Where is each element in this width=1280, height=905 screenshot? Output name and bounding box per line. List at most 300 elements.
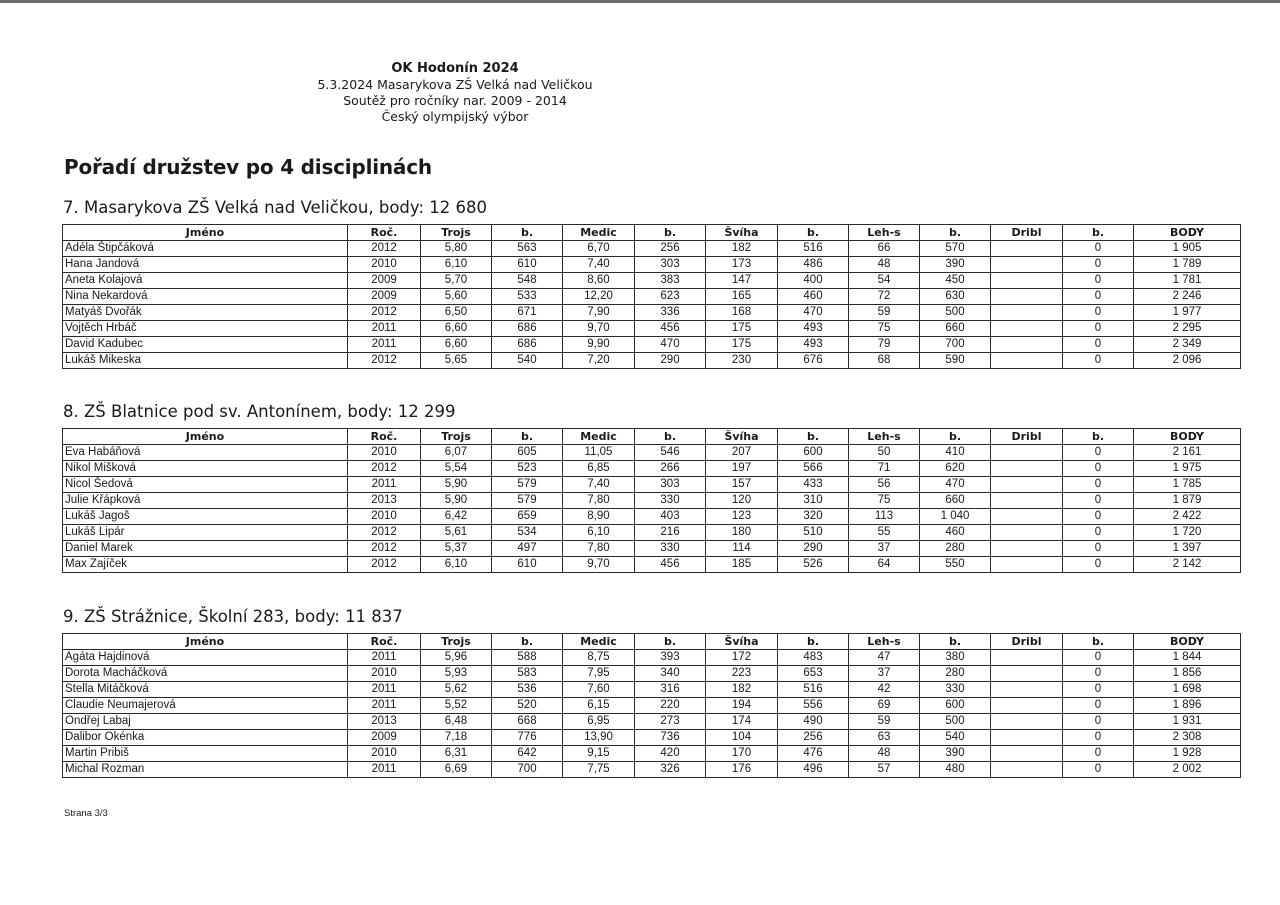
table-cell: 13,90 <box>563 730 635 746</box>
table-cell: 550 <box>920 557 991 573</box>
table-cell <box>991 477 1063 493</box>
table-cell: 410 <box>920 445 991 461</box>
table-cell: 1 698 <box>1134 682 1241 698</box>
table-cell: 8,90 <box>563 509 635 525</box>
table-cell: 566 <box>778 461 849 477</box>
competitor-name: Matyáš Dvořák <box>63 305 348 321</box>
table-cell: 420 <box>635 746 706 762</box>
competitor-name: Claudie Neumajerová <box>63 698 348 714</box>
table-cell: 47 <box>849 650 920 666</box>
competitor-name: Vojtěch Hrbáč <box>63 321 348 337</box>
table-cell: 588 <box>492 650 563 666</box>
table-cell: 1 785 <box>1134 477 1241 493</box>
competitor-name: Ondřej Labaj <box>63 714 348 730</box>
column-header: b. <box>635 429 706 445</box>
table-cell: 1 397 <box>1134 541 1241 557</box>
table-row <box>63 337 1241 353</box>
competitor-name: Michal Rozman <box>63 762 348 778</box>
table-cell: 170 <box>706 746 778 762</box>
table-cell: 0 <box>1063 698 1134 714</box>
table-cell: 1 977 <box>1134 305 1241 321</box>
table-cell: 600 <box>920 698 991 714</box>
table-cell: 0 <box>1063 557 1134 573</box>
table-cell: 176 <box>706 762 778 778</box>
table-cell: 59 <box>849 305 920 321</box>
column-header: Jméno <box>63 225 348 241</box>
table-cell <box>991 525 1063 541</box>
table-cell: 2010 <box>348 257 421 273</box>
table-cell: 1 844 <box>1134 650 1241 666</box>
table-cell: 556 <box>778 698 849 714</box>
table-cell: 5,54 <box>421 461 492 477</box>
table-cell: 147 <box>706 273 778 289</box>
table-cell <box>991 650 1063 666</box>
competitor-name: David Kadubec <box>63 337 348 353</box>
column-header: BODY <box>1134 225 1241 241</box>
table-cell: 6,10 <box>563 525 635 541</box>
table-cell: 470 <box>635 337 706 353</box>
page-number: Strana 3/3 <box>64 808 108 819</box>
table-cell: 172 <box>706 650 778 666</box>
table-cell: 0 <box>1063 666 1134 682</box>
competitor-name: Lukáš Mikeska <box>63 353 348 369</box>
column-header: Jméno <box>63 429 348 445</box>
competitor-name: Aneta Kolajová <box>63 273 348 289</box>
column-header: Trojs <box>421 225 492 241</box>
column-header: b. <box>778 429 849 445</box>
table-cell: 480 <box>920 762 991 778</box>
table-cell: 2 142 <box>1134 557 1241 573</box>
table-cell <box>991 682 1063 698</box>
table-cell: 776 <box>492 730 563 746</box>
competitor-name: Lukáš Lipár <box>63 525 348 541</box>
table-cell: 686 <box>492 337 563 353</box>
table-cell: 174 <box>706 714 778 730</box>
table-cell: 2010 <box>348 746 421 762</box>
table-row <box>63 666 1241 682</box>
table-cell: 600 <box>778 445 849 461</box>
table-cell <box>991 257 1063 273</box>
table-cell: 2009 <box>348 273 421 289</box>
table-cell: 6,50 <box>421 305 492 321</box>
table-cell: 290 <box>635 353 706 369</box>
table-cell: 0 <box>1063 762 1134 778</box>
table-cell: 0 <box>1063 477 1134 493</box>
table-cell: 79 <box>849 337 920 353</box>
table-cell: 2012 <box>348 525 421 541</box>
table-cell: 1 856 <box>1134 666 1241 682</box>
table-cell: 2011 <box>348 650 421 666</box>
table-cell: 540 <box>492 353 563 369</box>
table-cell: 326 <box>635 762 706 778</box>
table-cell: 290 <box>778 541 849 557</box>
table-cell: 8,75 <box>563 650 635 666</box>
table-cell: 180 <box>706 525 778 541</box>
table-header-row <box>63 225 1241 241</box>
table-cell: 50 <box>849 445 920 461</box>
column-header: Leh-s <box>849 634 920 650</box>
table-cell: 7,18 <box>421 730 492 746</box>
table-cell: 460 <box>920 525 991 541</box>
table-cell: 2 295 <box>1134 321 1241 337</box>
table-row <box>63 746 1241 762</box>
table-cell: 493 <box>778 321 849 337</box>
table-row <box>63 698 1241 714</box>
table-cell: 653 <box>778 666 849 682</box>
table-cell: 2012 <box>348 557 421 573</box>
table-cell: 9,15 <box>563 746 635 762</box>
table-cell: 470 <box>778 305 849 321</box>
table-cell: 5,60 <box>421 289 492 305</box>
table-cell: 2012 <box>348 241 421 257</box>
table-cell: 7,40 <box>563 257 635 273</box>
table-cell: 0 <box>1063 337 1134 353</box>
table-cell: 400 <box>778 273 849 289</box>
column-header: b. <box>920 225 991 241</box>
table-row <box>63 321 1241 337</box>
table-cell: 9,70 <box>563 557 635 573</box>
table-row <box>63 305 1241 321</box>
column-header: Trojs <box>421 429 492 445</box>
table-cell: 2011 <box>348 762 421 778</box>
table-cell: 175 <box>706 337 778 353</box>
table-cell: 516 <box>778 241 849 257</box>
table-cell: 5,37 <box>421 541 492 557</box>
table-cell: 2012 <box>348 305 421 321</box>
table-cell: 1 928 <box>1134 746 1241 762</box>
column-header: Medic <box>563 429 635 445</box>
competitor-name: Nicol Šedová <box>63 477 348 493</box>
table-cell: 6,07 <box>421 445 492 461</box>
table-cell: 113 <box>849 509 920 525</box>
table-cell: 2009 <box>348 289 421 305</box>
table-cell: 7,80 <box>563 541 635 557</box>
table-cell: 533 <box>492 289 563 305</box>
table-cell: 0 <box>1063 353 1134 369</box>
column-header: b. <box>492 634 563 650</box>
table-cell: 273 <box>635 714 706 730</box>
table-cell: 579 <box>492 477 563 493</box>
table-row <box>63 650 1241 666</box>
table-cell: 460 <box>778 289 849 305</box>
table-cell: 2013 <box>348 493 421 509</box>
table-cell: 5,80 <box>421 241 492 257</box>
table-cell: 157 <box>706 477 778 493</box>
table-cell: 230 <box>706 353 778 369</box>
table-cell: 1 931 <box>1134 714 1241 730</box>
table-cell: 256 <box>778 730 849 746</box>
table-cell: 2 002 <box>1134 762 1241 778</box>
table-cell: 5,90 <box>421 493 492 509</box>
table-cell: 330 <box>635 541 706 557</box>
competition-title: OK Hodonín 2024 <box>391 61 519 76</box>
team-results-table <box>62 224 1241 369</box>
table-cell: 1 720 <box>1134 525 1241 541</box>
table-cell: 0 <box>1063 730 1134 746</box>
competitor-name: Nina Nekardová <box>63 289 348 305</box>
team-title: 7. Masarykova ZŠ Velká nad Veličkou, body: 12 680 <box>63 198 487 217</box>
column-header: Leh-s <box>849 429 920 445</box>
table-cell: 5,52 <box>421 698 492 714</box>
table-cell <box>991 493 1063 509</box>
table-cell: 433 <box>778 477 849 493</box>
table-cell: 2 349 <box>1134 337 1241 353</box>
table-cell: 7,40 <box>563 477 635 493</box>
table-cell: 48 <box>849 746 920 762</box>
table-cell: 0 <box>1063 650 1134 666</box>
table-cell: 9,90 <box>563 337 635 353</box>
table-cell: 75 <box>849 493 920 509</box>
table-row <box>63 273 1241 289</box>
table-cell: 523 <box>492 461 563 477</box>
table-cell: 605 <box>492 445 563 461</box>
table-cell: 75 <box>849 321 920 337</box>
table-cell: 330 <box>635 493 706 509</box>
table-row <box>63 762 1241 778</box>
table-header-row <box>63 634 1241 650</box>
table-cell: 6,95 <box>563 714 635 730</box>
table-cell: 5,61 <box>421 525 492 541</box>
table-row <box>63 541 1241 557</box>
table-cell <box>991 509 1063 525</box>
table-cell: 510 <box>778 525 849 541</box>
column-header: b. <box>492 429 563 445</box>
table-cell: 310 <box>778 493 849 509</box>
table-cell: 72 <box>849 289 920 305</box>
table-cell: 2 246 <box>1134 289 1241 305</box>
competitor-name: Daniel Marek <box>63 541 348 557</box>
table-cell: 6,70 <box>563 241 635 257</box>
table-cell: 671 <box>492 305 563 321</box>
column-header: b. <box>492 225 563 241</box>
table-cell: 197 <box>706 461 778 477</box>
table-cell: 536 <box>492 682 563 698</box>
table-cell: 563 <box>492 241 563 257</box>
competitor-name: Stella Mitáčková <box>63 682 348 698</box>
column-header: Medic <box>563 634 635 650</box>
table-cell: 0 <box>1063 682 1134 698</box>
table-cell: 490 <box>778 714 849 730</box>
table-cell: 2011 <box>348 477 421 493</box>
table-cell: 383 <box>635 273 706 289</box>
table-cell: 1 789 <box>1134 257 1241 273</box>
table-cell: 280 <box>920 666 991 682</box>
table-cell <box>991 557 1063 573</box>
table-cell: 336 <box>635 305 706 321</box>
table-cell: 37 <box>849 541 920 557</box>
table-cell: 42 <box>849 682 920 698</box>
team-results-table <box>62 428 1241 573</box>
table-cell: 55 <box>849 525 920 541</box>
column-header: b. <box>635 225 706 241</box>
column-header: Jméno <box>63 634 348 650</box>
table-cell <box>991 445 1063 461</box>
table-row <box>63 714 1241 730</box>
table-cell: 450 <box>920 273 991 289</box>
team-title: 9. ZŠ Strážnice, Školní 283, body: 11 837 <box>63 607 403 626</box>
competitor-name: Nikol Mišková <box>63 461 348 477</box>
table-cell: 165 <box>706 289 778 305</box>
table-cell <box>991 273 1063 289</box>
table-cell: 380 <box>920 650 991 666</box>
table-cell: 320 <box>778 509 849 525</box>
organizer: Český olympijský výbor <box>381 109 529 124</box>
team-title: 8. ZŠ Blatnice pod sv. Antonínem, body: 12 299 <box>63 402 456 421</box>
competitor-name: Julie Křápková <box>63 493 348 509</box>
table-cell: 123 <box>706 509 778 525</box>
table-cell: 590 <box>920 353 991 369</box>
table-cell: 1 879 <box>1134 493 1241 509</box>
table-cell <box>991 762 1063 778</box>
table-cell: 570 <box>920 241 991 257</box>
competitor-name: Agáta Hajdinová <box>63 650 348 666</box>
table-cell <box>991 337 1063 353</box>
table-cell: 330 <box>920 682 991 698</box>
table-cell: 470 <box>920 477 991 493</box>
table-cell: 0 <box>1063 461 1134 477</box>
table-cell: 2011 <box>348 698 421 714</box>
table-cell: 516 <box>778 682 849 698</box>
table-cell: 6,42 <box>421 509 492 525</box>
column-header: Švíha <box>706 429 778 445</box>
team-results-table <box>62 633 1241 778</box>
table-cell: 6,31 <box>421 746 492 762</box>
table-cell: 393 <box>635 650 706 666</box>
event-date-venue: 5.3.2024 Masarykova ZŠ Velká nad Veličkou <box>317 77 593 92</box>
table-row <box>63 525 1241 541</box>
table-cell: 7,80 <box>563 493 635 509</box>
competitor-name: Dalibor Okénka <box>63 730 348 746</box>
column-header: Trojs <box>421 634 492 650</box>
table-cell: 2011 <box>348 682 421 698</box>
table-cell: 736 <box>635 730 706 746</box>
table-cell: 104 <box>706 730 778 746</box>
table-cell: 11,05 <box>563 445 635 461</box>
table-row <box>63 241 1241 257</box>
table-cell: 7,90 <box>563 305 635 321</box>
table-cell: 12,20 <box>563 289 635 305</box>
column-header: b. <box>635 634 706 650</box>
table-cell: 0 <box>1063 305 1134 321</box>
table-cell: 0 <box>1063 321 1134 337</box>
document-header <box>260 60 650 125</box>
table-cell: 1 896 <box>1134 698 1241 714</box>
table-cell: 57 <box>849 762 920 778</box>
table-cell: 114 <box>706 541 778 557</box>
table-cell: 546 <box>635 445 706 461</box>
table-row <box>63 353 1241 369</box>
table-cell: 68 <box>849 353 920 369</box>
table-cell: 660 <box>920 321 991 337</box>
table-cell: 0 <box>1063 289 1134 305</box>
table-cell: 2012 <box>348 353 421 369</box>
table-cell: 173 <box>706 257 778 273</box>
table-cell: 1 905 <box>1134 241 1241 257</box>
table-cell: 0 <box>1063 714 1134 730</box>
table-cell: 534 <box>492 525 563 541</box>
table-cell: 59 <box>849 714 920 730</box>
table-cell: 5,62 <box>421 682 492 698</box>
table-cell: 2011 <box>348 337 421 353</box>
table-cell: 1 040 <box>920 509 991 525</box>
table-cell: 526 <box>778 557 849 573</box>
table-cell: 5,90 <box>421 477 492 493</box>
table-row <box>63 509 1241 525</box>
table-cell: 220 <box>635 698 706 714</box>
table-cell <box>991 321 1063 337</box>
column-header: Roč. <box>348 429 421 445</box>
column-header: b. <box>778 634 849 650</box>
table-cell: 182 <box>706 682 778 698</box>
table-cell: 496 <box>778 762 849 778</box>
table-cell: 548 <box>492 273 563 289</box>
table-cell: 0 <box>1063 445 1134 461</box>
table-cell: 583 <box>492 666 563 682</box>
table-cell: 403 <box>635 509 706 525</box>
table-cell: 69 <box>849 698 920 714</box>
table-cell: 2 422 <box>1134 509 1241 525</box>
table-cell: 0 <box>1063 525 1134 541</box>
table-cell: 1 781 <box>1134 273 1241 289</box>
table-cell: 497 <box>492 541 563 557</box>
competitor-name: Hana Jandová <box>63 257 348 273</box>
table-cell: 120 <box>706 493 778 509</box>
table-cell: 0 <box>1063 257 1134 273</box>
table-cell <box>991 353 1063 369</box>
table-row <box>63 730 1241 746</box>
table-cell <box>991 305 1063 321</box>
table-cell: 659 <box>492 509 563 525</box>
table-cell <box>991 714 1063 730</box>
table-row <box>63 477 1241 493</box>
table-cell: 6,60 <box>421 321 492 337</box>
competitor-name: Dorota Macháčková <box>63 666 348 682</box>
table-cell: 0 <box>1063 541 1134 557</box>
table-cell: 9,70 <box>563 321 635 337</box>
table-cell: 56 <box>849 477 920 493</box>
table-cell: 2012 <box>348 541 421 557</box>
table-cell: 623 <box>635 289 706 305</box>
table-cell: 207 <box>706 445 778 461</box>
column-header: b. <box>920 634 991 650</box>
table-row <box>63 445 1241 461</box>
table-cell: 303 <box>635 477 706 493</box>
table-cell: 493 <box>778 337 849 353</box>
competitor-name: Adéla Štipčáková <box>63 241 348 257</box>
column-header: BODY <box>1134 429 1241 445</box>
table-cell: 216 <box>635 525 706 541</box>
table-cell: 7,20 <box>563 353 635 369</box>
table-cell <box>991 461 1063 477</box>
table-cell: 6,48 <box>421 714 492 730</box>
table-cell: 483 <box>778 650 849 666</box>
table-cell: 6,85 <box>563 461 635 477</box>
table-cell: 6,15 <box>563 698 635 714</box>
table-cell: 7,60 <box>563 682 635 698</box>
table-cell: 63 <box>849 730 920 746</box>
table-cell <box>991 289 1063 305</box>
table-cell: 2 161 <box>1134 445 1241 461</box>
table-row <box>63 461 1241 477</box>
column-header: b. <box>778 225 849 241</box>
table-cell: 500 <box>920 305 991 321</box>
column-header: Roč. <box>348 225 421 241</box>
table-cell: 223 <box>706 666 778 682</box>
table-cell: 2 096 <box>1134 353 1241 369</box>
competitor-name: Max Zajíček <box>63 557 348 573</box>
table-cell <box>991 666 1063 682</box>
table-cell: 175 <box>706 321 778 337</box>
